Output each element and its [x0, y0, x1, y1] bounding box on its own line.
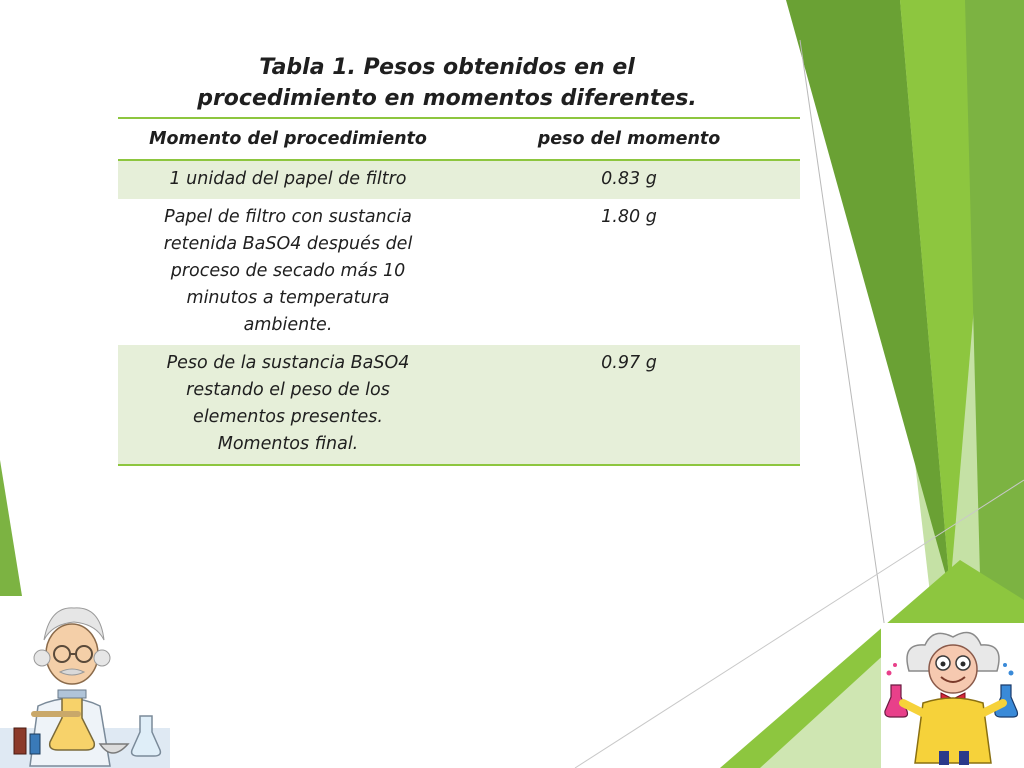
- weights-table: [118, 117, 800, 466]
- scientist-with-flasks-icon: [0, 596, 170, 768]
- cell-moment: [118, 345, 458, 465]
- cell-moment: [118, 160, 458, 199]
- table-header-row: [118, 118, 800, 160]
- column-header-weight: peso del momento: [458, 118, 800, 160]
- cell-moment: [118, 199, 458, 345]
- column-header-moment: Momento del procedimiento: [118, 118, 458, 160]
- table-row: [118, 345, 800, 465]
- table-caption-line-2: procedimiento en momentos diferentes.: [197, 86, 697, 111]
- cell-text-line: Papel de filtro con sustancia: [164, 207, 412, 227]
- cell-text-line: restando el peso de los: [186, 380, 390, 400]
- table-caption-line-1: Tabla 1. Pesos obtenidos en el: [259, 55, 635, 80]
- cell-text-line: Momentos final.: [217, 434, 359, 454]
- table-row: [118, 199, 800, 345]
- cell-text-line: proceso de secado más 10: [170, 261, 406, 281]
- cell-text-line: retenida BaSO4 después del: [163, 234, 413, 254]
- table-row: [118, 160, 800, 199]
- left-green-triangle: [0, 460, 22, 596]
- cell-weight: 1.80 g: [601, 207, 657, 227]
- cell-text-line: Peso de la sustancia BaSO4: [166, 353, 410, 373]
- cell-text-line: minutos a temperatura: [186, 288, 390, 308]
- cell-weight: 0.97 g: [458, 345, 800, 465]
- cell-text-line: 1 unidad del papel de filtro: [169, 169, 407, 189]
- mad-scientist-with-flasks-icon: [881, 623, 1024, 768]
- cell-text-line: ambiente.: [243, 315, 333, 335]
- table-caption: [118, 52, 776, 114]
- cell-text-line: elementos presentes.: [193, 407, 383, 427]
- cell-weight: 0.83 g: [458, 160, 800, 199]
